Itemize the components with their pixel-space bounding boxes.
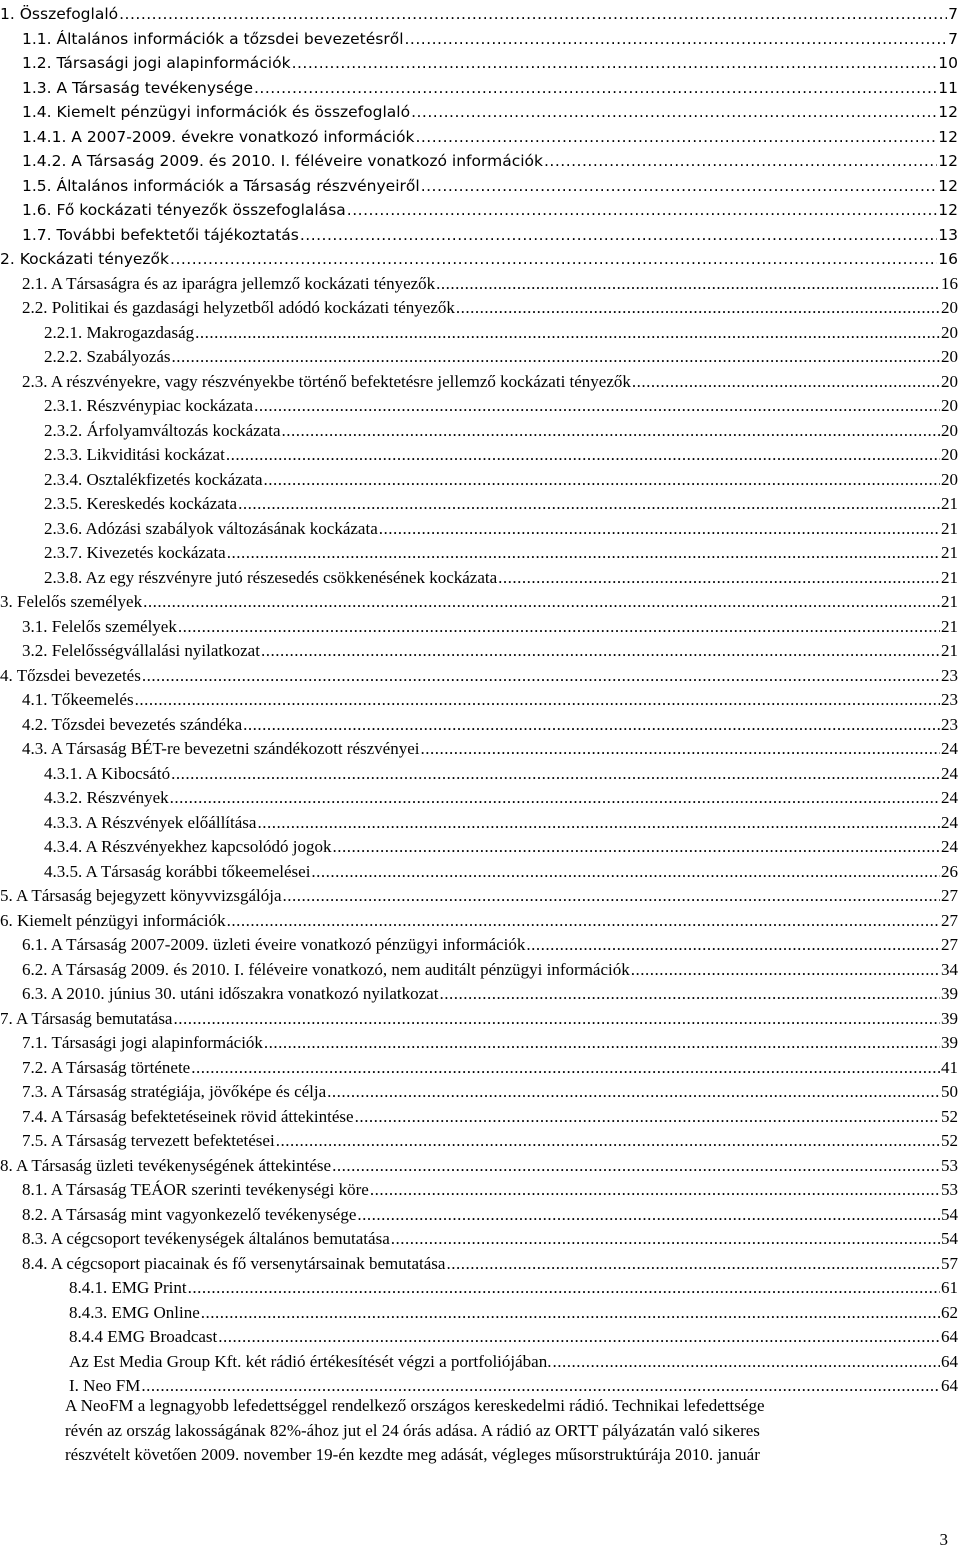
toc-entry-page: 53 xyxy=(941,1180,958,1199)
toc-entry-title: 4.2. Tőzsdei bevezetés szándéka xyxy=(22,714,243,734)
toc-leader-dots xyxy=(227,541,940,565)
toc-entry[interactable] xyxy=(44,835,958,859)
toc-leader-dots xyxy=(405,27,948,51)
toc-entry-page: 62 xyxy=(941,1302,958,1322)
toc-entry-page: 20 xyxy=(941,469,958,489)
toc-entry-title: 6.1. A Társaság 2007-2009. üzleti éveire vonatkozó pénzügyi információk xyxy=(22,935,526,954)
toc-leader-dots xyxy=(292,51,938,75)
toc-entry-page: 20 xyxy=(941,322,958,342)
toc-leader-dots xyxy=(257,811,940,835)
toc-entry-title: 4.3.1. A Kibocsátó xyxy=(44,763,171,783)
toc-leader-dots xyxy=(632,370,940,394)
toc-leader-dots xyxy=(226,443,940,467)
toc-entry-page: 61 xyxy=(941,1278,958,1297)
toc-entry-page: 21 xyxy=(941,641,958,660)
toc-entry-page: 50 xyxy=(941,1082,958,1101)
toc-entry-title: 3. Felelős személyek xyxy=(0,592,143,611)
toc-leader-dots xyxy=(446,1252,940,1276)
toc-entry-page: 12 xyxy=(938,103,958,121)
toc-leader-dots xyxy=(218,1325,940,1349)
toc-entry-title: 1.3. A Társaság tevékenysége xyxy=(22,78,253,97)
toc-entry[interactable] xyxy=(22,982,958,1006)
toc-entry[interactable] xyxy=(22,272,958,296)
toc-entry-page: 21 xyxy=(941,616,958,636)
toc-leader-dots xyxy=(333,835,940,859)
toc-entry-title: 2.3.6. Adózási szabályok változásának kockázata xyxy=(44,518,378,538)
toc-entry-page: 23 xyxy=(941,690,958,709)
toc-entry-page: 54 xyxy=(941,1229,958,1248)
toc-entry-title: 2.3.5. Kereskedés kockázata xyxy=(44,494,238,513)
toc-entry[interactable] xyxy=(22,737,958,761)
toc-entry-page: 12 xyxy=(938,127,958,146)
toc-entry-title: 2.1. A Társaságra és az iparágra jellemző kockázati tényezők xyxy=(22,273,436,293)
toc-entry[interactable] xyxy=(0,884,958,908)
toc-entry-page: 39 xyxy=(941,984,958,1003)
toc-leader-dots xyxy=(227,909,940,933)
toc-entry[interactable] xyxy=(69,1325,958,1349)
toc-leader-dots xyxy=(357,1203,940,1227)
toc-entry-page: 27 xyxy=(941,886,958,905)
toc-entry[interactable] xyxy=(22,713,958,737)
toc-entry-title: 8.3. A cégcsoport tevékenységek általános bemutatása xyxy=(22,1229,390,1248)
toc-entry-title: 7.4. A Társaság befektetéseinek rövid áttekintése xyxy=(22,1106,354,1126)
toc-entry-page: 26 xyxy=(941,861,958,881)
toc-entry-page: 54 xyxy=(941,1204,958,1224)
toc-entry[interactable] xyxy=(22,223,958,247)
toc-leader-dots xyxy=(526,933,940,957)
toc-entry-title: 8.4.1. EMG Print xyxy=(69,1278,187,1297)
toc-entry-page: 24 xyxy=(941,763,958,783)
toc-leader-dots xyxy=(420,737,940,761)
toc-leader-dots xyxy=(283,884,940,908)
toc-leader-dots xyxy=(456,296,940,320)
toc-entry-page: 7 xyxy=(948,5,958,23)
toc-entry-title: 6.2. A Társaság 2009. és 2010. I. féléveire vonatkozó, nem auditált pénzügyi információk xyxy=(22,959,630,979)
toc-entry-page: 39 xyxy=(941,1008,958,1028)
toc-leader-dots xyxy=(498,566,940,590)
toc-leader-dots xyxy=(436,272,940,296)
toc-entry-title: 7.3. A Társaság stratégiája, jövőképe és célja xyxy=(22,1082,327,1101)
toc-entry[interactable] xyxy=(22,125,958,149)
toc-entry-title: 8.4.3. EMG Online xyxy=(69,1302,200,1322)
toc-leader-dots xyxy=(170,247,937,271)
toc-leader-dots xyxy=(188,1276,940,1300)
toc-entry-page: 16 xyxy=(938,250,958,268)
toc-entry-title: 4.3.5. A Társaság korábbi tőkeemelései xyxy=(44,861,311,881)
toc-entry[interactable] xyxy=(22,51,958,75)
toc-entry[interactable] xyxy=(44,762,958,786)
toc-entry-page: 24 xyxy=(941,788,958,807)
toc-entry[interactable] xyxy=(22,27,958,51)
toc-entry-title: 7. A Társaság bemutatása xyxy=(0,1008,173,1028)
toc-leader-dots xyxy=(178,615,940,639)
toc-entry[interactable] xyxy=(22,958,958,982)
toc-leader-dots xyxy=(379,517,940,541)
toc-leader-dots xyxy=(327,1080,940,1104)
toc-leader-dots xyxy=(355,1105,940,1129)
toc-entry[interactable] xyxy=(22,174,958,198)
toc-entry[interactable] xyxy=(0,664,958,688)
toc-entry-title: 1. Összefoglaló xyxy=(0,5,119,23)
toc-entry[interactable] xyxy=(22,1252,958,1276)
toc-leader-dots xyxy=(201,1301,940,1325)
toc-entry-title: 4.3.4. A Részvényekhez kapcsolódó jogok xyxy=(44,837,332,856)
paragraph-line: révén az ország lakosságának 82%-ához jut el 24 órás adása. A rádió az ORTT pályázatán való sikeres xyxy=(65,1420,760,1440)
toc-entry-page: 20 xyxy=(941,420,958,440)
toc-entry-title: 8.4. A cégcsoport piacainak és fő versenytársainak bemutatása xyxy=(22,1253,446,1273)
toc-entry-title: 1.4.2. A Társaság 2009. és 2010. I. féléveire vonatkozó információk xyxy=(22,152,543,170)
toc-entry[interactable] xyxy=(22,370,958,394)
toc-entry[interactable] xyxy=(44,860,958,884)
toc-entry[interactable] xyxy=(22,688,958,712)
toc-entry-page: 12 xyxy=(938,152,958,170)
toc-entry-title: 8.2. A Társaság mint vagyonkezelő tevékenysége xyxy=(22,1204,357,1224)
toc-entry-page: 10 xyxy=(938,54,958,72)
toc-entry-page: 20 xyxy=(941,445,958,464)
toc-entry-page: 24 xyxy=(941,812,958,832)
toc-entry-page: 12 xyxy=(938,201,958,219)
toc-entry[interactable] xyxy=(22,1203,958,1227)
toc-entry-page: 11 xyxy=(938,78,958,97)
page-number: 3 xyxy=(939,1530,948,1549)
toc-entry-title: 4.3. A Társaság BÉT-re bevezetni szándékozott részvényei xyxy=(22,739,420,758)
toc-leader-dots xyxy=(143,590,940,614)
toc-entry-title: I. Neo FM xyxy=(69,1376,141,1395)
toc-entry-page: 27 xyxy=(941,910,958,930)
toc-entry-page: 21 xyxy=(941,518,958,538)
toc-leader-dots xyxy=(173,1007,940,1031)
toc-leader-dots xyxy=(142,664,940,688)
toc-entry[interactable] xyxy=(44,394,958,418)
toc-entry-title: 7.5. A Társaság tervezett befektetései xyxy=(22,1131,275,1150)
toc-leader-dots xyxy=(391,1227,940,1251)
toc-entry[interactable] xyxy=(69,1301,958,1325)
toc-entry[interactable] xyxy=(22,1105,958,1129)
toc-leader-dots xyxy=(282,419,941,443)
toc-entry[interactable] xyxy=(44,443,958,467)
toc-entry[interactable] xyxy=(0,1007,958,1031)
toc-entry-title: 2.2.1. Makrogazdaság xyxy=(44,322,195,342)
toc-leader-dots xyxy=(544,149,937,173)
toc-entry-page: 20 xyxy=(941,298,958,317)
toc-entry-title: 4.3.3. A Részvények előállítása xyxy=(44,812,257,832)
toc-entry-page: 12 xyxy=(938,176,958,195)
toc-entry-page: 21 xyxy=(941,494,958,513)
toc-entry[interactable] xyxy=(0,2,958,26)
toc-entry[interactable] xyxy=(44,566,958,590)
toc-entry-page: 52 xyxy=(941,1131,958,1150)
toc-entry[interactable] xyxy=(44,468,958,492)
toc-entry[interactable] xyxy=(22,198,958,222)
toc-entry[interactable] xyxy=(22,100,958,124)
paragraph-line: A NeoFM a legnagyobb lefedettséggel rendelkező országos kereskedelmi rádió. Technikai lefedettsége xyxy=(65,1396,765,1415)
toc-leader-dots xyxy=(421,174,938,198)
toc-entry-page: 16 xyxy=(941,273,958,293)
toc-entry[interactable] xyxy=(44,517,958,541)
toc-entry-page: 27 xyxy=(941,935,958,954)
toc-leader-dots xyxy=(238,492,940,516)
toc-entry-title: 3.1. Felelős személyek xyxy=(22,616,177,636)
toc-entry-page: 24 xyxy=(941,739,958,758)
toc-entry[interactable] xyxy=(22,76,958,100)
toc-entry-title: 6.3. A 2010. június 30. utáni időszakra vonatkozó nyilatkozat xyxy=(22,984,439,1003)
toc-leader-dots xyxy=(332,1154,940,1178)
toc-entry[interactable] xyxy=(22,296,958,320)
toc-entry-title: 4.1. Tőkeemelés xyxy=(22,690,134,709)
toc-entry-page: 64 xyxy=(941,1376,958,1395)
toc-entry-page: 41 xyxy=(941,1057,958,1077)
toc-entry-page: 57 xyxy=(941,1253,958,1273)
toc-entry-title: 2.3.7. Kivezetés kockázata xyxy=(44,543,226,562)
toc-entry[interactable] xyxy=(0,247,958,271)
toc-entry[interactable] xyxy=(69,1276,958,1300)
toc-entry-title: 2.3. A részvényekre, vagy részvényekbe történő befektetésre jellemző kockázati tényezők xyxy=(22,371,631,391)
toc-entry-title: 1.4. Kiemelt pénzügyi információk és összefoglaló xyxy=(22,103,411,121)
toc-entry-title: 5. A Társaság bejegyzett könyvvizsgálója xyxy=(0,886,282,905)
toc-entry-title: 2.2.2. Szabályozás xyxy=(44,347,171,366)
toc-leader-dots xyxy=(631,958,940,982)
toc-entry[interactable] xyxy=(0,590,958,614)
toc-leader-dots xyxy=(276,1129,940,1153)
toc-entry[interactable] xyxy=(0,909,958,933)
toc-leader-dots xyxy=(264,1031,940,1055)
toc-entry-title: 6. Kiemelt pénzügyi információk xyxy=(0,910,226,930)
toc-leader-dots xyxy=(172,345,940,369)
toc-leader-dots xyxy=(254,76,937,100)
toc-entry-page: 24 xyxy=(941,837,958,856)
toc-entry-title: 1.4.1. A 2007-2009. évekre vonatkozó információk xyxy=(22,127,415,146)
toc-entry-title: 2.3.4. Osztalékfizetés kockázata xyxy=(44,469,263,489)
toc-entry-title: 8.4.4 EMG Broadcast xyxy=(69,1327,218,1346)
toc-leader-dots xyxy=(254,394,940,418)
toc-entry-page: 34 xyxy=(941,959,958,979)
toc-entry-title: 1.5. Általános információk a Társaság részvényeiről xyxy=(22,176,420,195)
toc-entry[interactable] xyxy=(69,1350,958,1374)
toc-entry-title: 7.2. A Társaság története xyxy=(22,1057,191,1077)
toc-entry-title: 2.2. Politikai és gazdasági helyzetből adódó kockázati tényezők xyxy=(22,298,455,317)
toc-entry-title: 2.3.3. Likviditási kockázat xyxy=(44,445,225,464)
toc-entry[interactable] xyxy=(44,492,958,516)
toc-entry[interactable] xyxy=(44,419,958,443)
toc-entry-title: 2.3.8. Az egy részvényre jutó részesedés csökkenésének kockázata xyxy=(44,567,498,587)
toc-leader-dots xyxy=(135,688,940,712)
toc-leader-dots xyxy=(170,786,940,810)
toc-entry-page: 20 xyxy=(941,347,958,366)
toc-entry-title: 4. Tőzsdei bevezetés xyxy=(0,665,141,685)
toc-leader-dots xyxy=(191,1056,940,1080)
toc-leader-dots xyxy=(311,860,940,884)
toc-entry[interactable] xyxy=(22,1129,958,1153)
toc-entry[interactable] xyxy=(44,321,958,345)
toc-leader-dots xyxy=(261,639,940,663)
toc-entry-page: 52 xyxy=(941,1106,958,1126)
toc-entry-title: 3.2. Felelősségvállalási nyilatkozat xyxy=(22,641,260,660)
toc-entry-title: 4.3.2. Részvények xyxy=(44,788,169,807)
toc-entry-page: 64 xyxy=(941,1327,958,1346)
toc-entry[interactable] xyxy=(22,1178,958,1202)
toc-entry-title: 7.1. Társasági jogi alapinformációk xyxy=(22,1033,263,1052)
toc-entry[interactable] xyxy=(0,1154,958,1178)
toc-entry-title: 1.2. Társasági jogi alapinformációk xyxy=(22,54,291,72)
paragraph-line: részvételt követően 2009. november 19-én kezdte meg adását, végleges műsorstruktúrája 2010. január xyxy=(65,1445,760,1464)
toc-leader-dots xyxy=(171,762,940,786)
toc-entry-title: 2. Kockázati tényezők xyxy=(0,250,170,268)
toc-entry-title: Az Est Media Group Kft. két rádió értékesítését végzi a portfoliójában. xyxy=(69,1351,552,1371)
toc-leader-dots xyxy=(411,100,937,124)
toc-entry[interactable] xyxy=(22,933,958,957)
toc-entry-title: 1.6. Fő kockázati tényezők összefoglalása xyxy=(22,201,346,219)
toc-entry[interactable] xyxy=(44,345,958,369)
toc-leader-dots xyxy=(347,198,937,222)
toc-leader-dots xyxy=(439,982,940,1006)
toc-entry-page: 21 xyxy=(941,567,958,587)
toc-entry-page: 21 xyxy=(941,543,958,562)
toc-leader-dots xyxy=(370,1178,940,1202)
toc-entry-page: 23 xyxy=(941,665,958,685)
toc-entry-title: 1.1. Általános információk a tőzsdei bevezetésről xyxy=(22,29,404,48)
toc-entry[interactable] xyxy=(44,811,958,835)
toc-entry-title: 2.3.1. Részvénypiac kockázata xyxy=(44,396,254,415)
toc-entry-title: 2.3.2. Árfolyamváltozás kockázata xyxy=(44,420,281,440)
toc-leader-dots xyxy=(415,125,937,149)
toc-entry-title: 8. A Társaság üzleti tevékenységének áttekintése xyxy=(0,1155,332,1175)
toc-leader-dots xyxy=(195,321,940,345)
toc-entry-page: 20 xyxy=(941,371,958,391)
toc-entry[interactable] xyxy=(44,786,958,810)
toc-leader-dots xyxy=(243,713,940,737)
toc-entry[interactable] xyxy=(22,1056,958,1080)
toc-entry[interactable] xyxy=(22,1227,958,1251)
toc-entry[interactable] xyxy=(22,149,958,173)
toc-entry-page: 21 xyxy=(941,592,958,611)
toc-entry-page: 13 xyxy=(938,225,958,244)
toc-entry-page: 39 xyxy=(941,1033,958,1052)
toc-entry-page: 23 xyxy=(941,714,958,734)
toc-leader-dots xyxy=(264,468,940,492)
toc-entry[interactable] xyxy=(22,1080,958,1104)
toc-leader-dots xyxy=(300,223,937,247)
toc-entry-page: 64 xyxy=(941,1351,958,1371)
toc-entry-title: 8.1. A Társaság TEÁOR szerinti tevékenységi köre xyxy=(22,1180,369,1199)
toc-entry-page: 53 xyxy=(941,1155,958,1175)
toc-entry-page: 7 xyxy=(948,29,958,48)
toc-entry[interactable] xyxy=(22,615,958,639)
body-paragraph xyxy=(65,1394,950,1468)
toc-leader-dots xyxy=(552,1350,940,1374)
toc-entry-page: 20 xyxy=(941,396,958,415)
toc-entry-title: 1.7. További befektetői tájékoztatás xyxy=(22,225,299,244)
toc-leader-dots xyxy=(119,2,947,26)
toc-entry[interactable] xyxy=(22,1031,958,1055)
toc-entry[interactable] xyxy=(44,541,958,565)
toc-entry[interactable] xyxy=(22,639,958,663)
